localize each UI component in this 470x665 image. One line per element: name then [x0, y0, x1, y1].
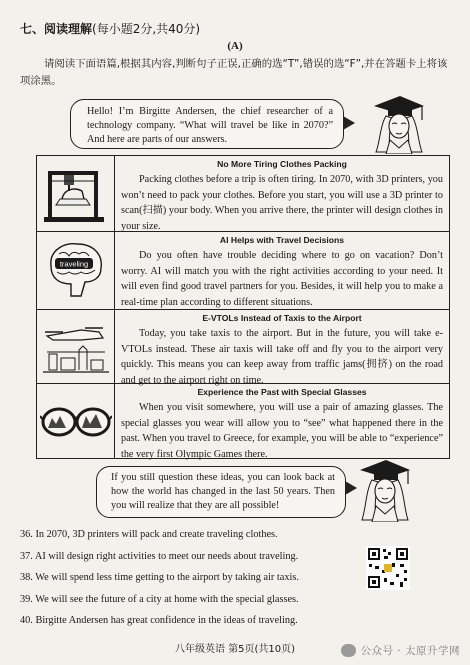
panel-image: [37, 156, 115, 231]
wechat-icon: [341, 644, 356, 657]
air-taxi-icon: [41, 316, 111, 378]
glasses-icon: [40, 394, 112, 450]
panel-body: Do you often have trouble deciding where to go on vacation? Don’t worry. AI will match you with the right activities according to your need. It will even find good travel partners for you. Besides, it will help you to make a real-time plan according to different situations.: [121, 250, 443, 308]
question-list: [20, 524, 350, 632]
graduate-woman-icon: [352, 456, 414, 522]
panel-image: [37, 310, 115, 383]
question-item: 40. Birgitte Andersen has great confidence in the ideas of traveling.: [20, 615, 298, 626]
watermark-text: 公众号 · 太原升学网: [360, 645, 460, 657]
brain-icon: [41, 238, 111, 304]
section-score-note: (每小题2分,共40分): [92, 22, 201, 36]
section-heading: 七、阅读理解: [20, 22, 93, 36]
intro-speech-bubble: [70, 99, 344, 149]
panel-body: When you visit somewhere, you will use a pair of amazing glasses. The special glasses you wear will allow you to “see” what happened there in the past. When you travel to Greece, for example, you will be able to “experience” the very first Olympic Games there.: [121, 402, 443, 460]
panel-body: Today, you take taxis to the airport. But in the future, you will take e-VTOLs instead. These air taxis will take off and fly you to the airport very quickly. This means you can keep away from traffic jams(拥挤) on the road and get to the airport right on time.: [121, 328, 443, 386]
panel-special-glasses: [37, 384, 449, 459]
panel-heading: No More Tiring Clothes Packing: [217, 159, 347, 169]
panel-ai-decisions: [37, 232, 449, 310]
qr-code[interactable]: [366, 546, 410, 590]
question-item: 36. In 2070, 3D printers will pack and create traveling clothes.: [20, 529, 278, 540]
question-item: 39. We will see the future of a city at home with the special glasses.: [20, 593, 299, 605]
panel-heading: Experience the Past with Special Glasses: [197, 387, 367, 397]
part-label: (A): [227, 40, 243, 52]
panel-image: [37, 232, 115, 309]
panel-air-taxis: [37, 310, 449, 384]
panel-heading: AI Helps with Travel Decisions: [219, 235, 345, 245]
outro-speech-bubble: [96, 466, 346, 518]
panel-body: Packing clothes before a trip is often tiring. In 2070, with 3D printers, you won’t need to pack your clothes. Before you start, you will use a 3D printer to scan(扫描) your body. When you arrive there, the printer will design clothes in your size.: [121, 174, 443, 232]
graduate-woman-icon: [366, 92, 428, 154]
brain-label: traveling: [59, 259, 88, 268]
page-footer: 八年级英语 第5页(共10页): [174, 644, 296, 655]
3d-printer-icon: [42, 161, 110, 227]
intro-text: Hello! I’m Birgitte Andersen, the chief researcher of a technology company. “What will travel be like in 2070?” And here are parts of our answers.: [87, 106, 333, 145]
panel-heading: E-VTOLs Instead of Taxis to the Airport: [202, 313, 362, 323]
travel-ideas-table: [36, 155, 450, 459]
panel-clothes-packing: [37, 156, 449, 232]
question-item: 37. AI will design right activities to meet our needs about traveling.: [20, 550, 299, 562]
instructions: 请阅读下面语篇,根据其内容,判断句子正误,正确的选“T”,错误的选“F”,并在答题卡上将该项涂黑。: [20, 58, 448, 87]
outro-text: If you still question these ideas, you can look back at how the world has changed in the last 50 years. Then you will realize that they are all possible!: [111, 472, 335, 511]
panel-image: [37, 384, 115, 459]
watermark: [341, 643, 460, 658]
section-title: [20, 20, 200, 37]
question-item: 38. We will spend less time getting to the airport by taking air taxis.: [20, 572, 299, 583]
